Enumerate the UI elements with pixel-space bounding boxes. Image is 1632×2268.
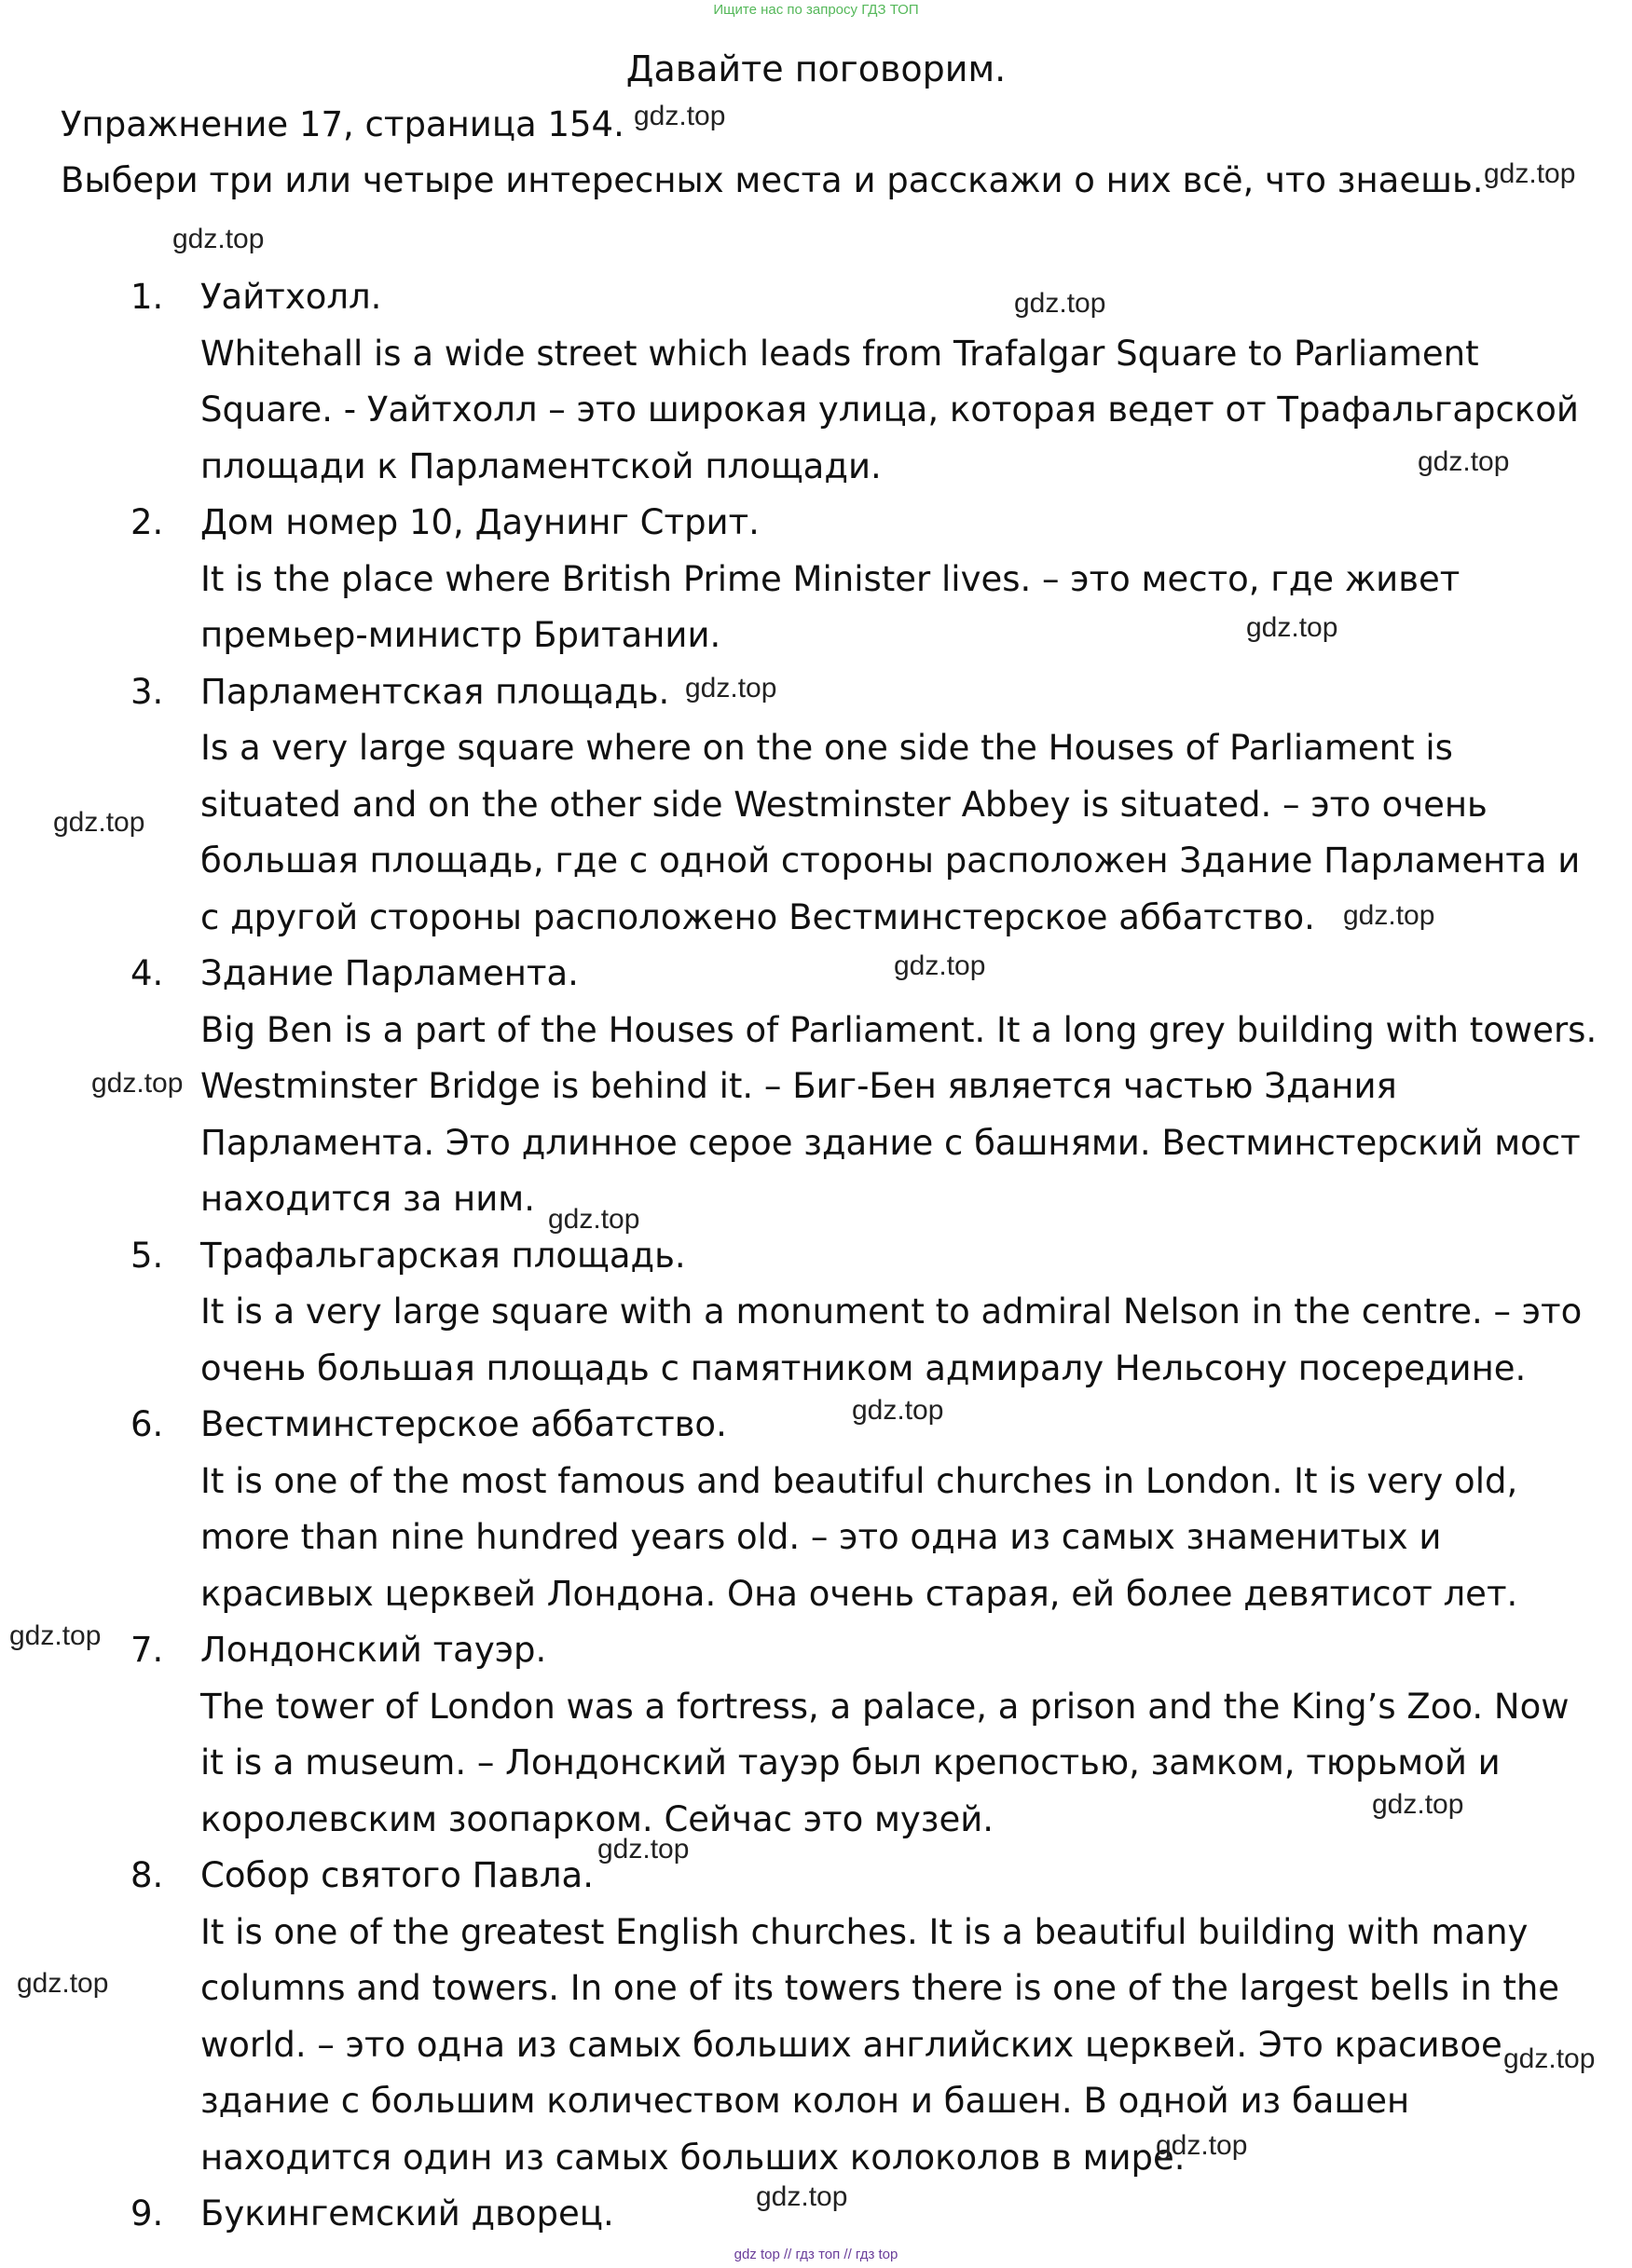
watermark: gdz.top xyxy=(1343,900,1435,931)
watermark: gdz.top xyxy=(1156,2130,1248,2161)
item-text: It is the place where British Prime Minister lives. – это место, где живет премьер-министр Британии. xyxy=(200,558,1461,655)
exercise-instruction: Выбери три или четыре интересных места и расскажи о них всё, что знаешь. xyxy=(61,160,1484,200)
watermark: gdz.top xyxy=(1014,288,1106,319)
item-number: 3. xyxy=(130,671,164,712)
item-number: 5. xyxy=(130,1235,164,1276)
watermark: gdz.top xyxy=(1503,2043,1596,2074)
watermark: gdz.top xyxy=(1372,1789,1464,1820)
item-text: Whitehall is a wide street which leads from Trafalgar Square to Parliament Square. - Уайтхолл – это широкая улица, которая ведет от Трафальгарской площади к Парламентской площади. xyxy=(200,333,1579,486)
item-number: 9. xyxy=(130,2193,164,2234)
item-title: Собор святого Павла. xyxy=(200,1855,594,1895)
list-item-1 xyxy=(0,269,1632,495)
item-number: 8. xyxy=(130,1855,164,1895)
item-text: It is one of the most famous and beautiful churches in London. It is very old, more than nine hundred years old. – это одна из самых знаменитых и красивых церквей Лондона. Она очень старая, ей более девятисот лет. xyxy=(200,1460,1518,1614)
watermark: gdz.top xyxy=(17,1968,109,1999)
item-text: Is a very large square where on the one side the Houses of Parliament is situated and on the other side Westminster Abbey is situated. – это очень большая площадь, где с одной стороны расположен Здание Парламента и с другой стороны расположено Вестминстерское аббатство. xyxy=(200,728,1581,937)
item-number: 7. xyxy=(130,1630,164,1670)
watermark: gdz.top xyxy=(894,950,986,981)
item-text: It is one of the greatest English churches. It is a beautiful building with many columns and towers. In one of its towers there is one of the largest bells in the world. – это одна из самых больших английских церквей. Это красивое здание с большим количеством колон и башен. В одной из башен находится один из самых больших колоколов в мире. xyxy=(200,1911,1560,2178)
page-title: Давайте поговорим. xyxy=(625,48,1007,89)
item-title: Здание Парламента. xyxy=(200,953,579,993)
item-title: Дом номер 10, Даунинг Стрит. xyxy=(200,502,760,542)
item-title: Вестминстерское аббатство. xyxy=(200,1404,727,1444)
list-item-2 xyxy=(0,495,1632,664)
top-banner: Ищите нас по запросу ГДЗ ТОП xyxy=(713,2,919,18)
item-title: Букингемский дворец. xyxy=(200,2193,614,2234)
item-text: Big Ben is a part of the Houses of Parliament. It a long grey building with towers. Westminster Bridge is behind it. – Биг-Бен является частью Здания Парламента. Это длинное серое здание с башнями. Вестминстерский мост находится за ним. xyxy=(200,1009,1598,1219)
watermark: gdz.top xyxy=(852,1395,944,1426)
item-title: Трафальгарская площадь. xyxy=(200,1235,686,1276)
item-title: Лондонский тауэр. xyxy=(200,1630,547,1670)
watermark: gdz.top xyxy=(597,1834,690,1865)
watermark: gdz.top xyxy=(9,1620,102,1651)
footer: gdz top // гдз топ // гдз top xyxy=(734,2247,898,2262)
list-item-4 xyxy=(0,946,1632,1228)
watermark: gdz.top xyxy=(172,224,265,254)
places-list xyxy=(0,269,1632,2243)
watermark: gdz.top xyxy=(91,1068,184,1099)
watermark: gdz.top xyxy=(1246,612,1338,643)
list-item-8 xyxy=(0,1848,1632,2186)
item-number: 1. xyxy=(130,277,164,317)
item-title: Уайтхолл. xyxy=(200,277,382,317)
watermark: gdz.top xyxy=(685,673,777,704)
item-number: 4. xyxy=(130,953,164,993)
item-number: 2. xyxy=(130,502,164,542)
item-title: Парламентская площадь. xyxy=(200,671,670,712)
list-item-6 xyxy=(0,1397,1632,1622)
watermark: gdz.top xyxy=(1484,158,1576,189)
watermark: gdz.top xyxy=(634,101,726,131)
watermark: gdz.top xyxy=(1418,446,1510,477)
exercise-heading: Упражнение 17, страница 154. xyxy=(61,104,624,144)
watermark: gdz.top xyxy=(548,1204,640,1235)
item-text: It is a very large square with a monument to admiral Nelson in the centre. – это очень большая площадь с памятником адмиралу Нельсону посередине. xyxy=(200,1291,1583,1388)
watermark: gdz.top xyxy=(756,2181,848,2212)
item-number: 6. xyxy=(130,1404,164,1444)
watermark: gdz.top xyxy=(53,807,145,838)
item-text: The tower of London was a fortress, a palace, a prison and the King’s Zoo. Now it is a museum. – Лондонский тауэр был крепостью, замком, тюрьмой и королевским зоопарком. Сейчас это музей. xyxy=(200,1686,1570,1839)
list-item-5 xyxy=(0,1228,1632,1398)
